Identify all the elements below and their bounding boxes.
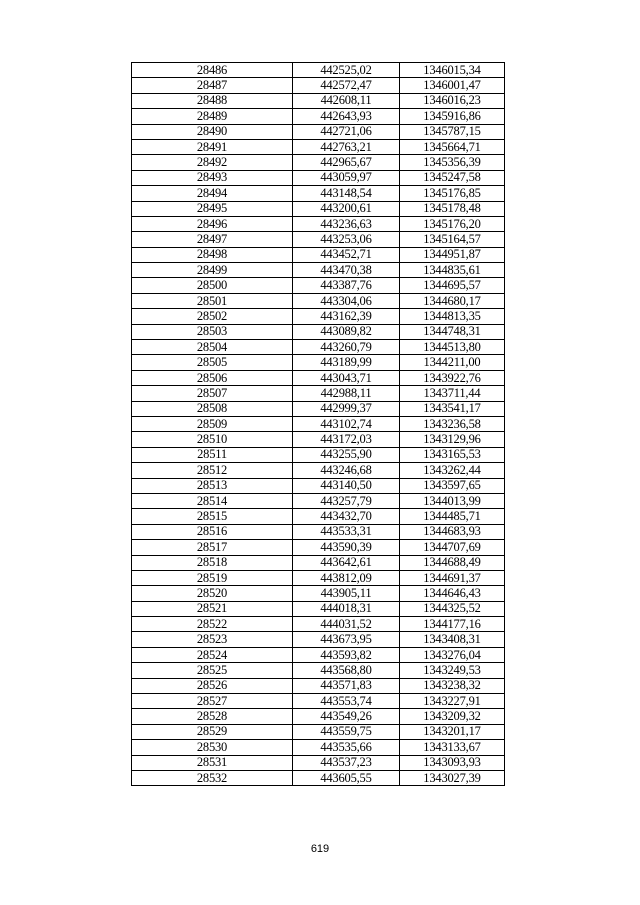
x-coordinate-cell: 443537,23	[293, 755, 400, 770]
y-coordinate-cell: 1345664,71	[400, 139, 505, 154]
x-coordinate-cell: 443559,75	[293, 724, 400, 739]
x-coordinate-cell: 443255,90	[293, 447, 400, 462]
y-coordinate-cell: 1344513,80	[400, 340, 505, 355]
table-row	[132, 463, 505, 478]
x-coordinate-cell: 443059,97	[293, 170, 400, 185]
point-id-cell: 28489	[132, 109, 293, 124]
y-coordinate-cell: 1344683,93	[400, 524, 505, 539]
y-coordinate-cell: 1344485,71	[400, 509, 505, 524]
page-number: 619	[310, 843, 330, 855]
point-id-cell: 28519	[132, 570, 293, 585]
point-id-cell: 28510	[132, 432, 293, 447]
y-coordinate-cell: 1343597,65	[400, 478, 505, 493]
table-row	[132, 478, 505, 493]
table-row	[132, 555, 505, 570]
point-id-cell: 28532	[132, 770, 293, 785]
y-coordinate-cell: 1343129,96	[400, 432, 505, 447]
point-id-cell: 28523	[132, 632, 293, 647]
point-id-cell: 28514	[132, 493, 293, 508]
y-coordinate-cell: 1345356,39	[400, 155, 505, 170]
x-coordinate-cell: 442608,11	[293, 93, 400, 108]
table-row	[132, 524, 505, 539]
x-coordinate-cell: 442721,06	[293, 124, 400, 139]
y-coordinate-cell: 1344177,16	[400, 617, 505, 632]
x-coordinate-cell: 443432,70	[293, 509, 400, 524]
point-id-cell: 28486	[132, 63, 293, 78]
y-coordinate-cell: 1344691,37	[400, 570, 505, 585]
x-coordinate-cell: 442988,11	[293, 386, 400, 401]
x-coordinate-cell: 444031,52	[293, 617, 400, 632]
y-coordinate-cell: 1345176,20	[400, 216, 505, 231]
x-coordinate-cell: 443246,68	[293, 463, 400, 478]
x-coordinate-cell: 443553,74	[293, 694, 400, 709]
coordinates-table-body	[132, 63, 505, 786]
y-coordinate-cell: 1343249,53	[400, 663, 505, 678]
y-coordinate-cell: 1345164,57	[400, 232, 505, 247]
y-coordinate-cell: 1344013,99	[400, 493, 505, 508]
table-row	[132, 386, 505, 401]
x-coordinate-cell: 443593,82	[293, 647, 400, 662]
y-coordinate-cell: 1343027,39	[400, 770, 505, 785]
point-id-cell: 28507	[132, 386, 293, 401]
point-id-cell: 28508	[132, 401, 293, 416]
table-row	[132, 109, 505, 124]
table-row	[132, 170, 505, 185]
table-row	[132, 263, 505, 278]
x-coordinate-cell: 444018,31	[293, 601, 400, 616]
point-id-cell: 28495	[132, 201, 293, 216]
x-coordinate-cell: 443905,11	[293, 586, 400, 601]
y-coordinate-cell: 1343541,17	[400, 401, 505, 416]
table-row	[132, 93, 505, 108]
table-row	[132, 509, 505, 524]
y-coordinate-cell: 1344211,00	[400, 355, 505, 370]
x-coordinate-cell: 443673,95	[293, 632, 400, 647]
table-row	[132, 586, 505, 601]
point-id-cell: 28502	[132, 309, 293, 324]
table-row	[132, 632, 505, 647]
point-id-cell: 28527	[132, 694, 293, 709]
table-row	[132, 201, 505, 216]
y-coordinate-cell: 1344813,35	[400, 309, 505, 324]
y-coordinate-cell: 1345178,48	[400, 201, 505, 216]
x-coordinate-cell: 443304,06	[293, 293, 400, 308]
point-id-cell: 28516	[132, 524, 293, 539]
table-row	[132, 709, 505, 724]
table-row	[132, 247, 505, 262]
point-id-cell: 28526	[132, 678, 293, 693]
y-coordinate-cell: 1343276,04	[400, 647, 505, 662]
x-coordinate-cell: 443470,38	[293, 263, 400, 278]
y-coordinate-cell: 1345176,85	[400, 186, 505, 201]
table-row	[132, 124, 505, 139]
point-id-cell: 28525	[132, 663, 293, 678]
y-coordinate-cell: 1344951,87	[400, 247, 505, 262]
table-row	[132, 139, 505, 154]
point-id-cell: 28497	[132, 232, 293, 247]
point-id-cell: 28496	[132, 216, 293, 231]
table-row	[132, 755, 505, 770]
point-id-cell: 28517	[132, 540, 293, 555]
table-row	[132, 432, 505, 447]
y-coordinate-cell: 1344695,57	[400, 278, 505, 293]
point-id-cell: 28515	[132, 509, 293, 524]
point-id-cell: 28488	[132, 93, 293, 108]
x-coordinate-cell: 443387,76	[293, 278, 400, 293]
point-id-cell: 28528	[132, 709, 293, 724]
table-row	[132, 355, 505, 370]
point-id-cell: 28505	[132, 355, 293, 370]
table-row	[132, 155, 505, 170]
x-coordinate-cell: 443260,79	[293, 340, 400, 355]
y-coordinate-cell: 1344748,31	[400, 324, 505, 339]
table-row	[132, 570, 505, 585]
x-coordinate-cell: 443533,31	[293, 524, 400, 539]
table-row	[132, 63, 505, 78]
x-coordinate-cell: 443162,39	[293, 309, 400, 324]
x-coordinate-cell: 443043,71	[293, 370, 400, 385]
point-id-cell: 28501	[132, 293, 293, 308]
table-row	[132, 724, 505, 739]
x-coordinate-cell: 443642,61	[293, 555, 400, 570]
point-id-cell: 28531	[132, 755, 293, 770]
table-row	[132, 694, 505, 709]
point-id-cell: 28506	[132, 370, 293, 385]
table-row	[132, 309, 505, 324]
y-coordinate-cell: 1343711,44	[400, 386, 505, 401]
point-id-cell: 28513	[132, 478, 293, 493]
point-id-cell: 28494	[132, 186, 293, 201]
table-row	[132, 186, 505, 201]
x-coordinate-cell: 442572,47	[293, 78, 400, 93]
x-coordinate-cell: 443148,54	[293, 186, 400, 201]
x-coordinate-cell: 442763,21	[293, 139, 400, 154]
y-coordinate-cell: 1344835,61	[400, 263, 505, 278]
point-id-cell: 28503	[132, 324, 293, 339]
point-id-cell: 28499	[132, 263, 293, 278]
table-row	[132, 663, 505, 678]
x-coordinate-cell: 443568,80	[293, 663, 400, 678]
x-coordinate-cell: 443535,66	[293, 740, 400, 755]
x-coordinate-cell: 443200,61	[293, 201, 400, 216]
table-row	[132, 540, 505, 555]
table-row	[132, 278, 505, 293]
point-id-cell: 28524	[132, 647, 293, 662]
x-coordinate-cell: 443452,71	[293, 247, 400, 262]
point-id-cell: 28493	[132, 170, 293, 185]
point-id-cell: 28530	[132, 740, 293, 755]
y-coordinate-cell: 1343209,32	[400, 709, 505, 724]
y-coordinate-cell: 1343201,17	[400, 724, 505, 739]
point-id-cell: 28491	[132, 139, 293, 154]
y-coordinate-cell: 1344680,17	[400, 293, 505, 308]
point-id-cell: 28487	[132, 78, 293, 93]
table-row	[132, 617, 505, 632]
y-coordinate-cell: 1343133,67	[400, 740, 505, 755]
point-id-cell: 28522	[132, 617, 293, 632]
table-row	[132, 416, 505, 431]
table-row	[132, 601, 505, 616]
x-coordinate-cell: 442999,37	[293, 401, 400, 416]
point-id-cell: 28520	[132, 586, 293, 601]
point-id-cell: 28521	[132, 601, 293, 616]
x-coordinate-cell: 442965,67	[293, 155, 400, 170]
table-row	[132, 740, 505, 755]
y-coordinate-cell: 1346016,23	[400, 93, 505, 108]
table-row	[132, 647, 505, 662]
x-coordinate-cell: 443189,99	[293, 355, 400, 370]
table-row	[132, 232, 505, 247]
table-row	[132, 493, 505, 508]
table-row	[132, 340, 505, 355]
x-coordinate-cell: 443102,74	[293, 416, 400, 431]
point-id-cell: 28492	[132, 155, 293, 170]
table-row	[132, 370, 505, 385]
x-coordinate-cell: 443605,55	[293, 770, 400, 785]
y-coordinate-cell: 1344688,49	[400, 555, 505, 570]
y-coordinate-cell: 1343227,91	[400, 694, 505, 709]
y-coordinate-cell: 1344646,43	[400, 586, 505, 601]
point-id-cell: 28511	[132, 447, 293, 462]
y-coordinate-cell: 1346001,47	[400, 78, 505, 93]
table-row	[132, 401, 505, 416]
table-row	[132, 216, 505, 231]
x-coordinate-cell: 442525,02	[293, 63, 400, 78]
y-coordinate-cell: 1343238,32	[400, 678, 505, 693]
x-coordinate-cell: 443253,06	[293, 232, 400, 247]
x-coordinate-cell: 443140,50	[293, 478, 400, 493]
point-id-cell: 28512	[132, 463, 293, 478]
y-coordinate-cell: 1343236,58	[400, 416, 505, 431]
x-coordinate-cell: 443172,03	[293, 432, 400, 447]
point-id-cell: 28504	[132, 340, 293, 355]
y-coordinate-cell: 1343262,44	[400, 463, 505, 478]
y-coordinate-cell: 1345247,58	[400, 170, 505, 185]
y-coordinate-cell: 1346015,34	[400, 63, 505, 78]
table-row	[132, 293, 505, 308]
x-coordinate-cell: 443089,82	[293, 324, 400, 339]
table-row	[132, 447, 505, 462]
x-coordinate-cell: 442643,93	[293, 109, 400, 124]
y-coordinate-cell: 1344325,52	[400, 601, 505, 616]
point-id-cell: 28498	[132, 247, 293, 262]
y-coordinate-cell: 1343922,76	[400, 370, 505, 385]
y-coordinate-cell: 1343408,31	[400, 632, 505, 647]
point-id-cell: 28509	[132, 416, 293, 431]
point-id-cell: 28529	[132, 724, 293, 739]
point-id-cell: 28500	[132, 278, 293, 293]
y-coordinate-cell: 1345787,15	[400, 124, 505, 139]
table-row	[132, 678, 505, 693]
point-id-cell: 28490	[132, 124, 293, 139]
table-row	[132, 78, 505, 93]
y-coordinate-cell: 1343093,93	[400, 755, 505, 770]
table-row	[132, 770, 505, 785]
coordinates-table	[131, 62, 505, 786]
x-coordinate-cell: 443236,63	[293, 216, 400, 231]
y-coordinate-cell: 1343165,53	[400, 447, 505, 462]
table-row	[132, 324, 505, 339]
x-coordinate-cell: 443812,09	[293, 570, 400, 585]
y-coordinate-cell: 1344707,69	[400, 540, 505, 555]
x-coordinate-cell: 443549,26	[293, 709, 400, 724]
point-id-cell: 28518	[132, 555, 293, 570]
x-coordinate-cell: 443257,79	[293, 493, 400, 508]
y-coordinate-cell: 1345916,86	[400, 109, 505, 124]
x-coordinate-cell: 443590,39	[293, 540, 400, 555]
x-coordinate-cell: 443571,83	[293, 678, 400, 693]
